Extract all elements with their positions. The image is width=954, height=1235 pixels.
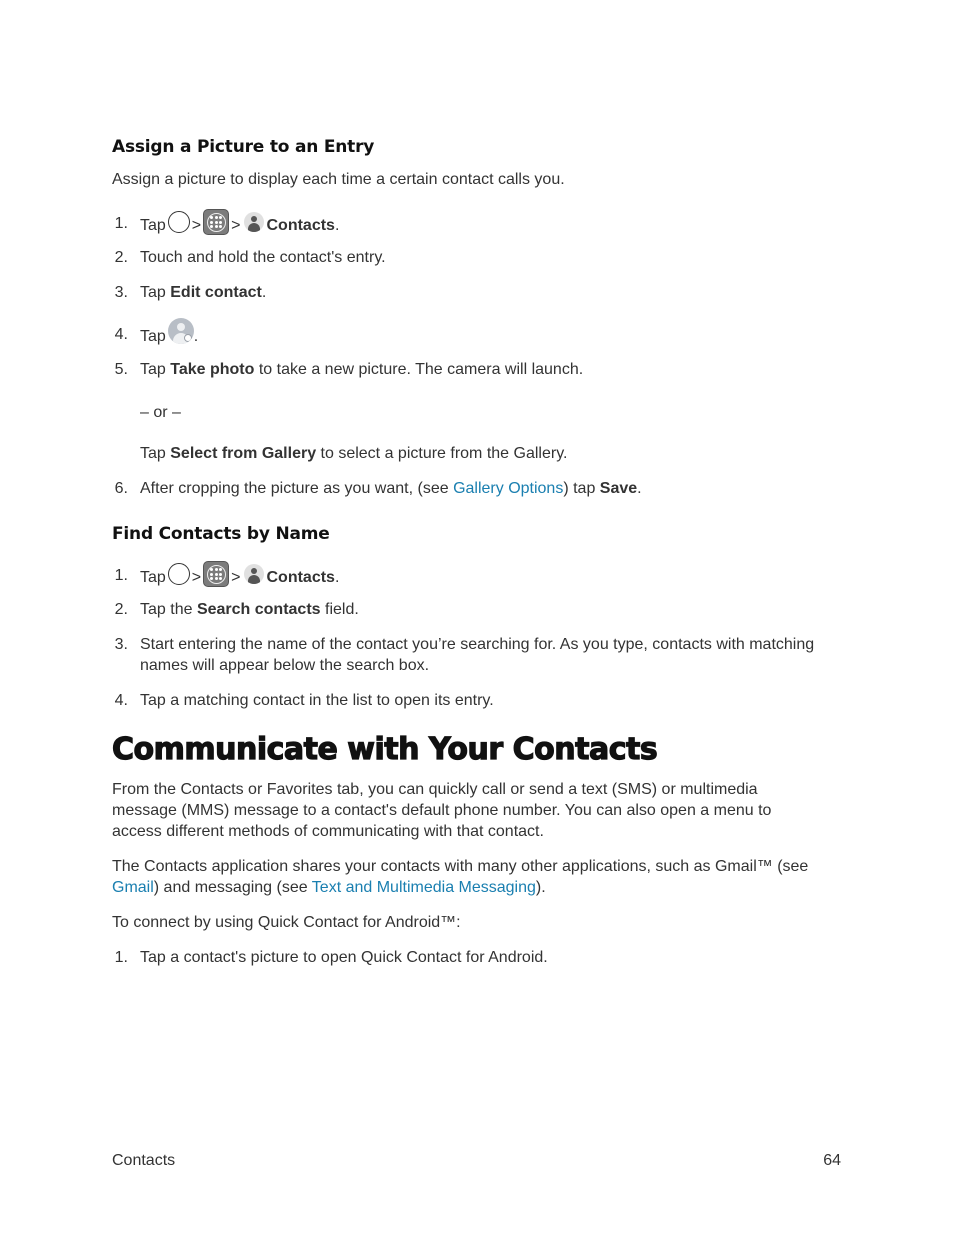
step-number: 1. [114, 215, 128, 232]
apps-icon [203, 561, 229, 587]
step-text: Tap [140, 445, 171, 462]
step-3-edit-contact [140, 282, 266, 303]
step-text: to take a new picture. The camera will launch. [254, 361, 584, 378]
page-heading-communicate: Communicate with Your Contacts [112, 732, 658, 767]
punctuation: . [261, 284, 267, 301]
step-text: Tap [140, 361, 171, 378]
footer-section-name: Contacts [112, 1152, 176, 1169]
step-number: 1. [114, 949, 128, 966]
step-number: 6. [114, 480, 128, 497]
step-text: to select a picture from the Gallery. [316, 445, 568, 462]
step-text: ) tap [563, 480, 600, 497]
punctuation: . [334, 217, 340, 235]
alt-select-gallery [140, 443, 567, 464]
step-text: After cropping the picture as you want, (see [140, 480, 454, 497]
step-2-text: Touch and hold the contact's entry. [140, 249, 386, 266]
section-heading-find-contacts: Find Contacts by Name [112, 524, 330, 544]
separator: > [231, 217, 241, 235]
punctuation: . [637, 480, 642, 497]
step-5-take-photo [140, 359, 583, 380]
gmail-link[interactable]: Gmail [112, 879, 154, 896]
step-6-save [140, 478, 642, 499]
step-text: field. [320, 601, 359, 618]
step-text: Tap [140, 284, 171, 301]
or-separator: – or – [140, 404, 181, 421]
paragraph-line: message (MMS) message to a contact's default phone number. You can also open a menu to [112, 802, 772, 819]
separator: > [231, 569, 241, 587]
search-contacts-label: Search contacts [196, 601, 321, 618]
contacts-label: Contacts [266, 217, 335, 235]
paragraph-line: access different methods of communicating with that contact. [112, 823, 544, 840]
step-1-text: Tap a contact's picture to open Quick Contact for Android. [140, 949, 548, 966]
paragraph-line: The Contacts application shares your contacts with many other applications, such as Gmail™ (see [112, 858, 809, 875]
step-number: 4. [114, 692, 128, 709]
step-1-open-contacts [140, 565, 339, 591]
step-number: 4. [114, 326, 128, 343]
step-4-tap-photo [140, 324, 198, 350]
edit-contact-label: Edit contact [170, 284, 262, 301]
contacts-icon [244, 212, 264, 232]
save-label: Save [599, 480, 638, 497]
step-4-text: Tap a matching contact in the list to open its entry. [140, 692, 494, 709]
step-text: Tap [140, 569, 166, 587]
step-number: 5. [114, 361, 128, 378]
home-icon [168, 563, 190, 585]
select-gallery-label: Select from Gallery [170, 445, 317, 462]
step-2-search-field [140, 599, 359, 620]
step-number: 2. [114, 601, 128, 618]
gallery-options-link[interactable]: Gallery Options [453, 480, 564, 497]
camera-badge-icon [184, 334, 192, 342]
step-text: Tap [140, 328, 166, 346]
step-number: 1. [114, 567, 128, 584]
punctuation: . [193, 328, 199, 346]
apps-icon [203, 209, 229, 235]
step-3-line-1: Start entering the name of the contact you’re searching for. As you type, contacts with matching [140, 636, 815, 653]
contacts-icon [244, 564, 264, 584]
contact-photo-icon [168, 318, 194, 344]
separator: > [191, 569, 202, 587]
step-number: 3. [114, 284, 128, 301]
page-number: 64 [823, 1152, 841, 1169]
step-1-open-contacts [140, 213, 339, 239]
intro-text: Assign a picture to display each time a certain contact calls you. [112, 171, 565, 188]
paragraph-text: ) and messaging (see [153, 879, 312, 896]
step-number: 2. [114, 249, 128, 266]
separator: > [191, 217, 202, 235]
paragraph-line: To connect by using Quick Contact for Android™: [112, 914, 461, 931]
punctuation: ). [535, 879, 546, 896]
punctuation: . [334, 569, 340, 587]
paragraph-line [112, 877, 546, 898]
messaging-link[interactable]: Text and Multimedia Messaging [311, 879, 536, 896]
home-icon [168, 211, 190, 233]
step-3-line-2: names will appear below the search box. [140, 657, 430, 674]
paragraph-line: From the Contacts or Favorites tab, you can quickly call or send a text (SMS) or multimedia [112, 781, 758, 798]
step-number: 3. [114, 636, 128, 653]
contacts-label: Contacts [266, 569, 335, 587]
take-photo-label: Take photo [170, 361, 255, 378]
step-text: Tap the [140, 601, 197, 618]
step-text: Tap [140, 217, 166, 235]
section-heading-assign-picture: Assign a Picture to an Entry [112, 137, 375, 157]
